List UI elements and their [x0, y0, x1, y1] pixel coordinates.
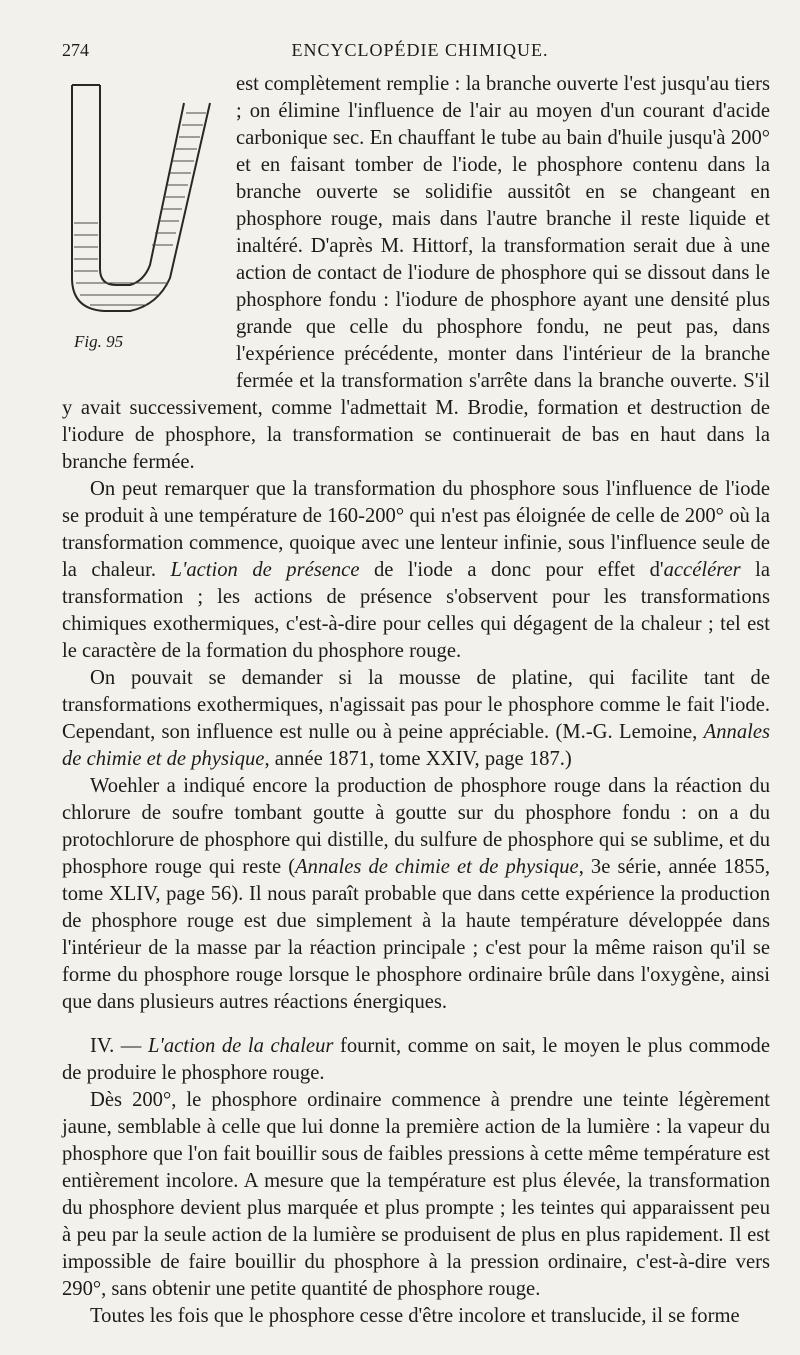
- text-run: , année 1871, tome XXIV, page 187.): [264, 748, 572, 770]
- section-gap: [62, 1016, 770, 1033]
- citation-title: Annales de chimie et de physique: [62, 721, 770, 770]
- section-number: IV. —: [90, 1035, 148, 1057]
- page-body: [62, 71, 770, 1330]
- text-run: de l'iode a donc pour effet d': [359, 559, 664, 581]
- paragraph-2: [62, 476, 770, 665]
- figure-caption: Fig. 95: [74, 332, 124, 351]
- running-title: ENCYCLOPÉDIE CHIMIQUE.: [291, 40, 549, 60]
- figure-95: [60, 73, 230, 373]
- paragraph-7: Toutes les fois que le phosphore cesse d'être incolore et translucide, il se forme: [90, 1305, 740, 1327]
- text-run: fournit, comme on sait, le moyen le plus commode de produire le phosphore rouge.: [62, 1035, 770, 1084]
- section-title: L'action de la chaleur: [147, 1035, 334, 1057]
- citation-title: Annales de chimie et de physique: [295, 856, 579, 878]
- page-number: 274: [62, 40, 89, 60]
- paragraph-1: est complètement remplie : la branche ouverte l'est jusqu'au tiers ; on élimine l'influence de l'air au moyen d'un courant d'acide carbonique sec. En chauffant le tube au bain d'huile jusqu'à 200° et en faisant tomber de l'iode, le phosphore contenu dans la branche ouverte se solidifie aussitôt en se changeant en phosphore rouge, mais dans l'autre branche il reste liquide et inaltéré. D'après M. Hittorf, la transformation serait due à une action de contact de l'iodure de phosphore qui se dissout dans le phosphore fondu : l'iodure de phosphore ayant une densité plus grande que celle du phosphore fondu, ne peut pas, dans l'expérience précédente, monter dans l'intérieur de la branche fermée et la transformation s'arrête dans la branche ouverte. S'il y avait successivement, comme l'admettait M. Brodie, formation et destruction de l'iodure de phosphore, la transformation se continuerait de bas en haut dans la branche fermée.: [62, 73, 770, 473]
- text-run: Woehler a indiqué encore la production de phosphore rouge dans la réaction du chlorure de soufre tombant goutte à goutte sur du phosphore fondu : on a du protochlorure de phosphore qui distille, du sulfure de phosphore qui se sublime, et du phosphore rouge qui reste (: [62, 775, 770, 878]
- paragraph-3: [62, 665, 770, 773]
- text-run: la transformation ; les actions de présence s'observent pour les transformations chimiques exothermiques, c'est-à-dire pour celles qui dégagent de la chaleur ; tel est le caractère de la formation du phosphore rouge.: [62, 559, 770, 662]
- paragraph-5: [62, 1033, 770, 1087]
- text-run: On pouvait se demander si la mousse de platine, qui facilite tant de transformations exothermiques, n'agissait pas pour le phosphore comme le fait l'iode. Cependant, son influence est nulle ou à peine appréciable. (M.-G. Lemoine,: [62, 667, 770, 743]
- emphasis-run: L'action de présence: [170, 559, 360, 581]
- text-run: On peut remarquer que la transformation du phosphore sous l'influence de l'iode se produit à une température de 160-200° qui n'est pas éloignée de celle de 200° où la transformation commence, quoique avec une lenteur infinie, sous l'influence seule de la chaleur.: [62, 478, 770, 581]
- paragraph-6: Dès 200°, le phosphore ordinaire commence à prendre une teinte légèrement jaune, semblable à celle que lui donne la première action de la lumière : la vapeur du phosphore que l'on fait bouillir sous de faibles pressions à cette même température est entièrement incolore. A mesure que la température est plus élevée, la transformation du phosphore devient plus marquée et plus prompte ; les teintes qui apparaissent peu à peu par la seule action de la lumière se produisent de plus en plus rapidement. Il est impossible de faire bouillir du phosphore à la pression ordinaire, c'est-à-dire vers 290°, sans obtenir une petite quantité de phosphore rouge.: [62, 1089, 770, 1300]
- paragraph-4: [62, 773, 770, 1016]
- emphasis-run: accélérer: [663, 559, 741, 581]
- u-tube-apparatus-icon: [60, 73, 220, 323]
- running-header: [62, 40, 778, 61]
- text-run: , 3e série, année 1855, tome XLIV, page 56). Il nous paraît probable que dans cette expérience la production de phosphore rouge est due simplement à la haute température développée dans l'intérieur de la masse par la réaction principale ; c'est pour la même raison qu'il se forme du phosphore rouge lorsque le phosphore ordinaire brûle dans l'oxygène, ainsi que dans plusieurs autres réactions énergiques.: [62, 856, 770, 1013]
